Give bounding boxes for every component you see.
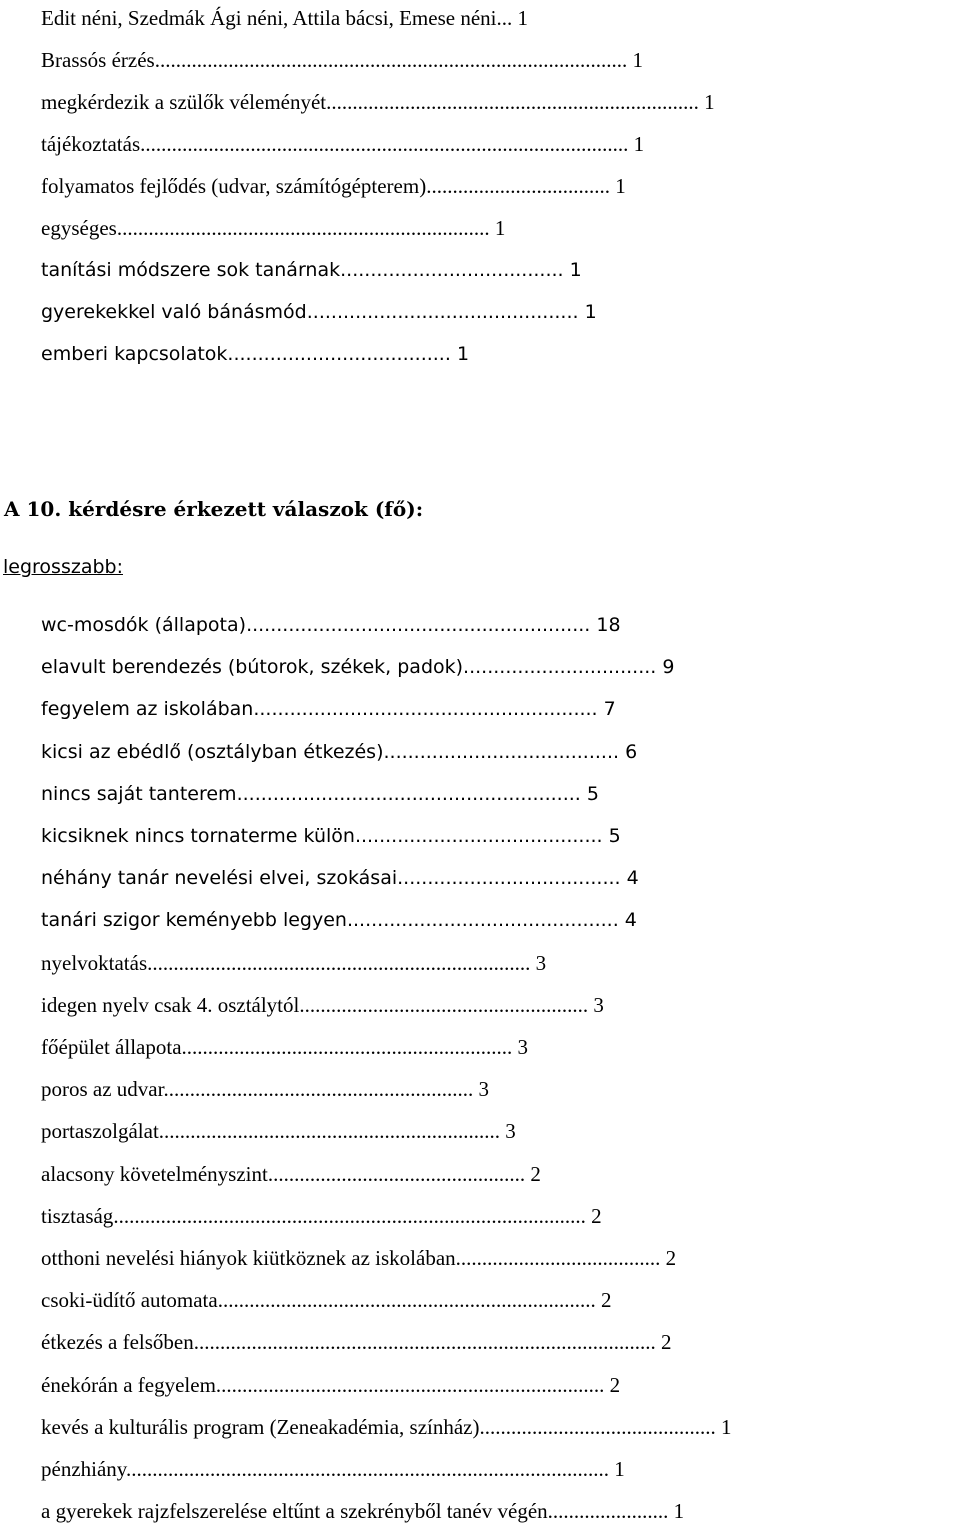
item-label: folyamatos fejlődés (udvar, számítógépterem) xyxy=(41,174,427,198)
item-label: poros az udvar xyxy=(41,1077,164,1102)
item-dot-leader: ..................................... xyxy=(227,343,451,365)
item-dot-leader: ... xyxy=(496,6,513,30)
list-item xyxy=(41,1160,541,1188)
item-dot-leader: ....................................................................... xyxy=(116,216,490,240)
item-count: 4 xyxy=(624,909,637,932)
item-count: 1 xyxy=(632,48,643,72)
item-count: 3 xyxy=(593,992,604,1017)
item-label: elavult berendezés (bútorok, székek, padok) xyxy=(41,656,464,679)
list-item xyxy=(41,822,621,850)
list-item xyxy=(41,1117,516,1145)
item-dot-leader: ................................................................. xyxy=(158,1119,501,1144)
list-item xyxy=(41,88,715,116)
item-count: 3 xyxy=(517,1035,529,1059)
list-item xyxy=(41,1413,731,1441)
item-dot-leader: ........................................................... xyxy=(163,1077,474,1102)
list-item xyxy=(41,695,616,723)
item-label: tájékoztatás xyxy=(41,132,141,156)
item-dot-leader: ....................................................................... xyxy=(326,90,699,114)
item-count: 1 xyxy=(494,216,506,240)
list-item xyxy=(41,653,674,681)
item-count: 1 xyxy=(614,1457,625,1481)
item-dot-leader: ............................................................................................. xyxy=(140,132,629,156)
list-item xyxy=(41,46,643,74)
list-item xyxy=(41,1244,676,1272)
list-item xyxy=(41,214,505,242)
item-dot-leader: .......................................................................... xyxy=(215,1372,605,1397)
item-dot-leader: ............................................. xyxy=(306,301,579,323)
list-item xyxy=(41,1328,672,1356)
item-count: 1 xyxy=(456,343,470,365)
item-count: 2 xyxy=(661,1330,672,1355)
item-label: főépület állapota xyxy=(41,1035,182,1059)
item-count: 5 xyxy=(608,825,621,847)
item-count: 1 xyxy=(569,259,582,281)
item-dot-leader: ....................................................... xyxy=(299,992,589,1017)
item-dot-leader: .......................................................................................... xyxy=(154,48,628,72)
item-label: tanítási módszere sok tanárnak xyxy=(41,259,341,281)
item-label: Brassós érzés xyxy=(41,48,155,72)
list-item xyxy=(41,991,604,1019)
item-dot-leader: ..................................... xyxy=(397,867,621,890)
list-item xyxy=(41,130,644,158)
item-label: étkezés a felsőben xyxy=(41,1330,194,1355)
item-dot-leader: ....................................... xyxy=(455,1246,661,1270)
list-item xyxy=(41,298,597,326)
item-count: 1 xyxy=(704,90,715,114)
item-dot-leader: .......................................................................................... xyxy=(113,1203,586,1228)
item-label: néhány tanár nevelési elvei, szokásai xyxy=(41,867,398,890)
list-item xyxy=(41,1497,684,1525)
item-dot-leader: ............................................. xyxy=(479,1414,716,1439)
item-dot-leader: ......................................................... xyxy=(253,698,598,721)
item-count: 3 xyxy=(535,950,547,975)
list-item xyxy=(41,1371,620,1399)
item-label: kicsiknek nincs tornaterme külön xyxy=(41,825,355,847)
item-count: 1 xyxy=(584,301,597,323)
list-item xyxy=(41,340,469,368)
item-dot-leader: ............................................................... xyxy=(181,1035,513,1059)
list-item xyxy=(41,611,621,639)
section-subheading: legrosszabb: xyxy=(3,556,123,578)
section-heading: A 10. kérdésre érkezett válaszok (fő): xyxy=(4,497,424,521)
item-count: 3 xyxy=(478,1077,489,1102)
item-label: tanári szigor keményebb legyen xyxy=(41,909,347,932)
item-count: 1 xyxy=(517,6,528,30)
list-item xyxy=(41,1455,625,1483)
list-item xyxy=(41,906,637,934)
item-label: kevés a kulturális program (Zeneakadémia, színház) xyxy=(41,1414,480,1439)
item-count: 1 xyxy=(615,174,626,198)
list-item xyxy=(41,4,528,32)
item-count: 2 xyxy=(665,1246,677,1270)
item-count: 2 xyxy=(530,1161,541,1186)
list-item xyxy=(41,1202,602,1230)
item-label: idegen nyelv csak 4. osztálytól xyxy=(41,992,300,1017)
list-item xyxy=(41,949,546,977)
item-dot-leader: ................................... xyxy=(426,174,610,198)
item-count: 2 xyxy=(600,1288,612,1313)
item-label: egységes xyxy=(41,216,117,240)
item-label: gyerekekkel való bánásmód xyxy=(41,301,307,323)
item-label: nyelvoktatás xyxy=(41,950,148,975)
item-count: 9 xyxy=(662,656,675,679)
list-item xyxy=(41,738,637,766)
item-label: alacsony követelményszint xyxy=(41,1161,268,1186)
item-count: 3 xyxy=(505,1119,516,1144)
list-item xyxy=(41,256,582,284)
item-label: Edit néni, Szedmák Ági néni, Attila bácsi, Emese néni xyxy=(41,6,497,30)
item-dot-leader: ..................................... xyxy=(340,259,564,281)
item-dot-leader: ......................................................... xyxy=(246,614,591,636)
item-label: wc-mosdók (állapota) xyxy=(41,614,247,636)
item-count: 1 xyxy=(673,1499,685,1524)
item-dot-leader: ......................................................... xyxy=(236,782,581,805)
item-dot-leader: ....................................... xyxy=(383,740,620,763)
item-label: otthoni nevelési hiányok kiütköznek az iskolában xyxy=(41,1246,456,1270)
item-dot-leader: ................................ xyxy=(463,656,657,679)
item-label: emberi kapcsolatok xyxy=(41,343,228,365)
item-label: csoki-üdítő automata xyxy=(41,1288,218,1313)
item-count: 6 xyxy=(625,740,638,763)
item-label: megkérdezik a szülők véleményét xyxy=(41,90,327,114)
item-label: kicsi az ebédlő (osztályban étkezés) xyxy=(41,740,384,763)
list-item xyxy=(41,864,639,892)
item-dot-leader: ......................................................................... xyxy=(147,950,531,975)
item-count: 1 xyxy=(633,132,645,156)
list-item xyxy=(41,1033,528,1061)
item-label: nincs saját tanterem xyxy=(41,782,237,805)
item-dot-leader: ............................................................................................ xyxy=(125,1457,609,1481)
list-item xyxy=(41,780,599,808)
list-item xyxy=(41,172,626,200)
item-label: pénzhiány xyxy=(41,1457,126,1481)
item-count: 7 xyxy=(603,698,616,721)
item-dot-leader: ........................................................................ xyxy=(217,1288,596,1313)
list-item xyxy=(41,1075,489,1103)
item-label: portaszolgálat xyxy=(41,1119,159,1144)
item-dot-leader: ................................................. xyxy=(267,1161,526,1186)
item-count: 2 xyxy=(609,1372,621,1397)
item-label: a gyerekek rajzfelszerelése eltűnt a szekrényből tanév végén xyxy=(41,1499,548,1524)
item-label: tisztaság xyxy=(41,1203,114,1228)
item-label: énekórán a fegyelem xyxy=(41,1372,216,1397)
item-dot-leader: ....................... xyxy=(547,1499,669,1524)
list-item xyxy=(41,1286,611,1314)
item-count: 1 xyxy=(720,1414,732,1439)
item-dot-leader: ......................................... xyxy=(354,825,603,847)
item-count: 2 xyxy=(591,1203,602,1228)
item-count: 5 xyxy=(586,782,599,805)
item-label: fegyelem az iskolában xyxy=(41,698,254,721)
item-count: 18 xyxy=(596,614,621,636)
item-count: 4 xyxy=(626,867,639,890)
item-dot-leader: ........................................................................................ xyxy=(193,1330,656,1355)
item-dot-leader: ............................................. xyxy=(346,909,619,932)
